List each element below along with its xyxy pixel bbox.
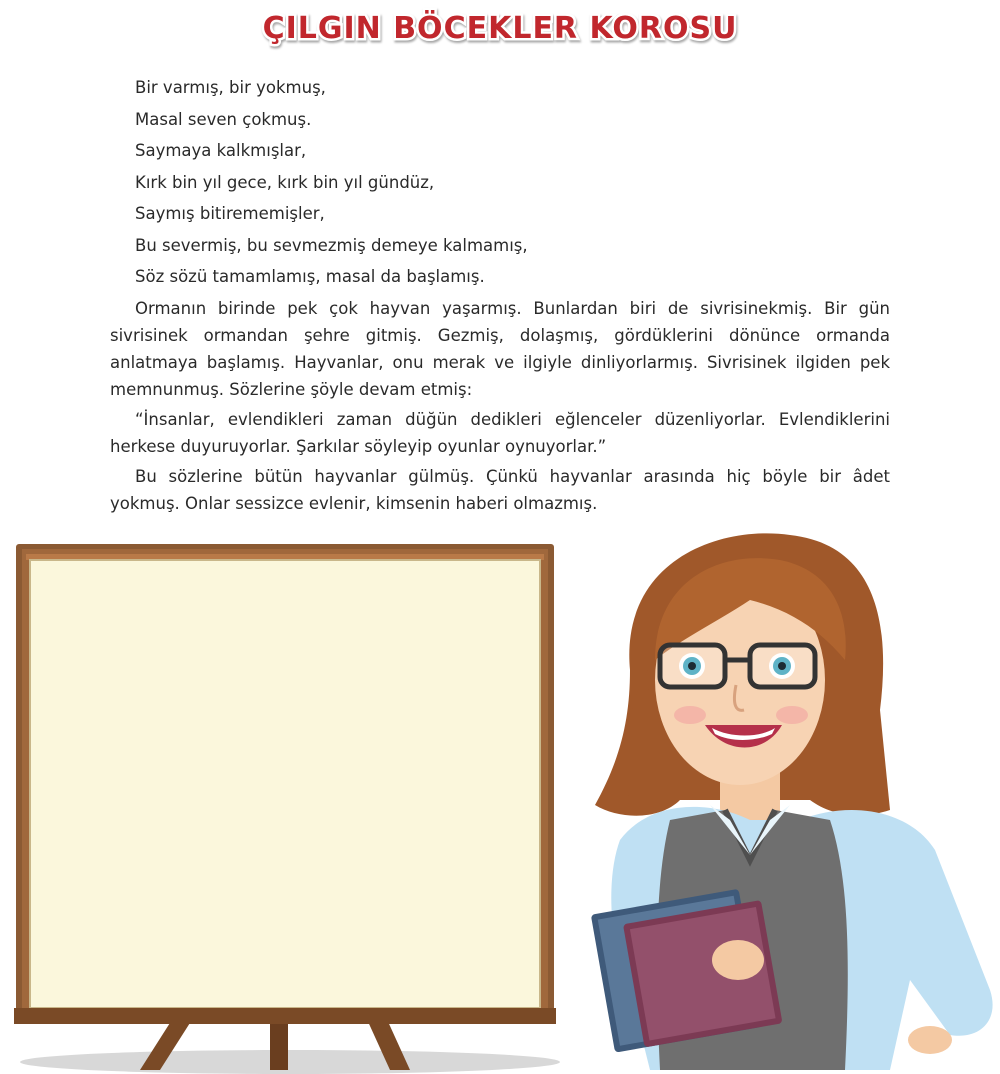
page-title-graphic <box>262 2 738 52</box>
story-paragraph: “İnsanlar, evlendikleri zaman düğün dedikleri eğlenceler düzenliyorlar. Evlendiklerini herkese duyuruyorlar. Şarkılar söyleyip oyunlar oynuyorlar.” <box>110 409 890 456</box>
page-title: ÇILGIN BÖCEKLER KOROSU <box>262 11 738 46</box>
page-title-banner <box>0 2 1000 52</box>
rhyme-line: Söz sözü tamamlamış, masal da başlamış. <box>135 267 485 286</box>
teacher-graphic <box>560 520 1000 1070</box>
story-paragraph: Bu sözlerine bütün hayvanlar gülmüş. Çünkü hayvanlar arasında hiç böyle bir âdet yokmuş. Onlar sessizce evlenir, kimsenin haberi olmazmış. <box>110 466 890 513</box>
rhyme-line: Saymaya kalkmışlar, <box>135 141 307 160</box>
rhyme-line: Saymış bitirememişler, <box>135 204 325 223</box>
rhyme-line: Kırk bin yıl gece, kırk bin yıl gündüz, <box>135 172 435 192</box>
rhyme-line: Bu severmiş, bu sevmezmiş demeye kalmamış, <box>135 235 528 255</box>
easel-board-illustration <box>0 530 570 1070</box>
story-paragraph: Ormanın birinde pek çok hayvan yaşarmış. Bunlardan biri de sivrisinekmiş. Bir gün sivrisinek ormandan şehre gitmiş. Gezmiş, dolaşmış, gördüklerini dönünce ormanda anlatmaya başlamış. Hayvanlar, onu merak ve ilgiyle dinliyorlarmış. Sivrisinek ilgiden pek memnunmuş. Sözlerine şöyle devam etmiş: <box>110 298 890 399</box>
rhyme-line: Bir varmış, bir yokmuş, <box>135 78 326 97</box>
easel-board-graphic <box>0 530 570 1070</box>
teacher-illustration <box>560 520 1000 1070</box>
story-text <box>110 72 890 517</box>
opening-rhyme <box>110 72 890 293</box>
rhyme-line: Masal seven çokmuş. <box>135 109 312 129</box>
